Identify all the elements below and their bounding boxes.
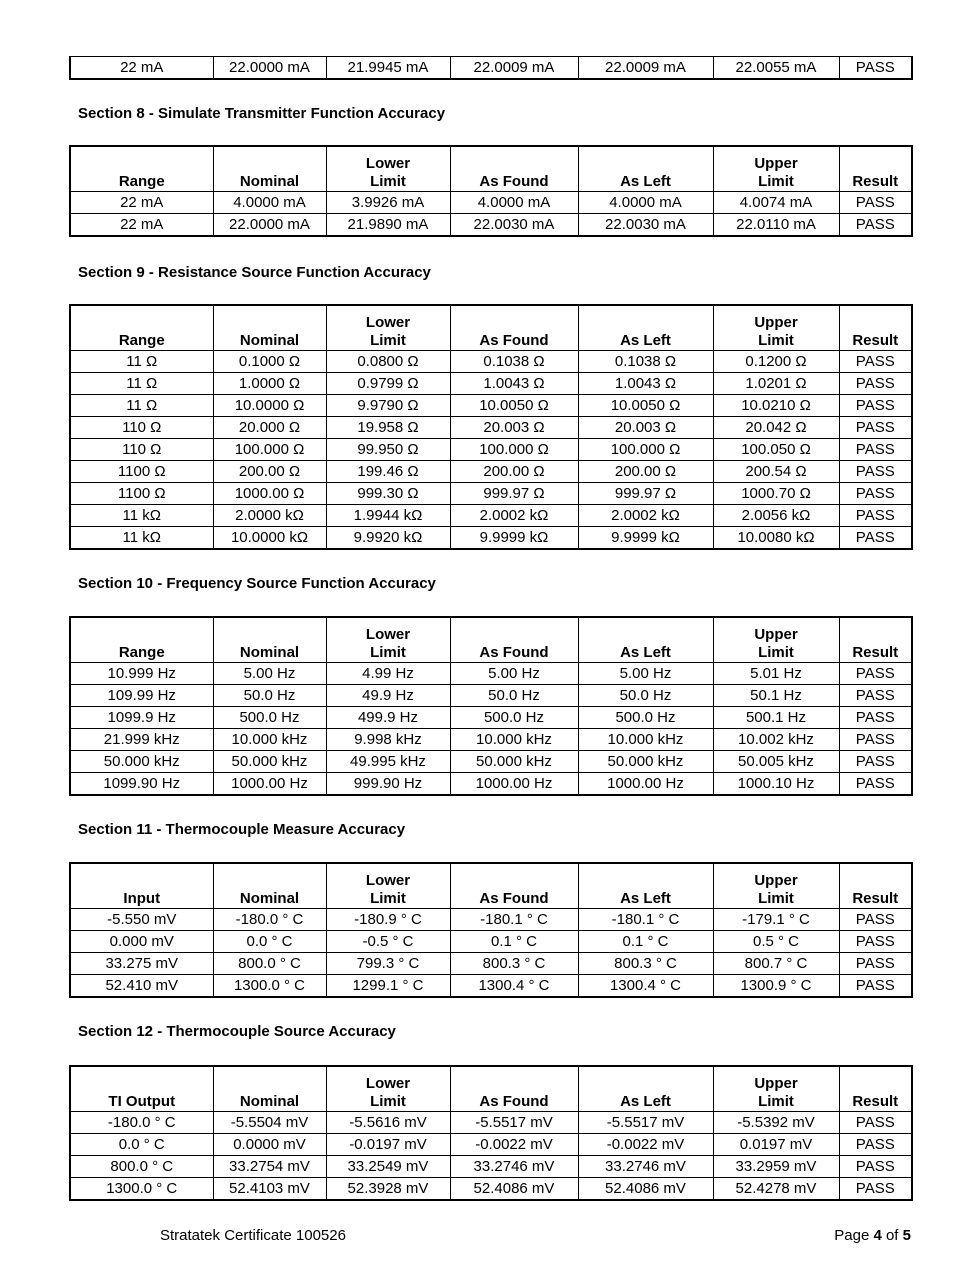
cell: 10.0000 kΩ <box>213 527 326 550</box>
cell: 33.2746 mV <box>450 1156 578 1178</box>
column-header: Lower Limit <box>326 863 450 909</box>
cell: PASS <box>839 483 912 505</box>
table-row <box>70 931 912 953</box>
column-header: Result <box>839 146 912 192</box>
cell: PASS <box>839 1156 912 1178</box>
table-row <box>70 685 912 707</box>
cell: 11 kΩ <box>70 505 213 527</box>
cell: 52.4086 mV <box>578 1178 713 1201</box>
cell: 0.1038 Ω <box>578 351 713 373</box>
cell: -180.0 ° C <box>213 909 326 931</box>
cell: 5.01 Hz <box>713 663 839 685</box>
column-header: As Left <box>578 617 713 663</box>
cell: 10.000 kHz <box>213 729 326 751</box>
cell: 1300.4 ° C <box>450 975 578 998</box>
calibration-table <box>69 862 913 998</box>
cell: 1.0000 Ω <box>213 373 326 395</box>
cell: 20.000 Ω <box>213 417 326 439</box>
page-current: 4 <box>873 1227 882 1244</box>
cell: PASS <box>839 395 912 417</box>
cell: 50.0 Hz <box>213 685 326 707</box>
cell: 0.1 ° C <box>578 931 713 953</box>
table-row <box>70 773 912 796</box>
cell: 1.0201 Ω <box>713 373 839 395</box>
cell: 52.3928 mV <box>326 1178 450 1201</box>
cell: 100.000 Ω <box>578 439 713 461</box>
cell: 50.1 Hz <box>713 685 839 707</box>
table-row <box>70 707 912 729</box>
cell: 4.0074 mA <box>713 192 839 214</box>
cell: 1300.0 ° C <box>213 975 326 998</box>
cell: 110 Ω <box>70 417 213 439</box>
cell: 50.000 kHz <box>70 751 213 773</box>
cell: 1000.70 Ω <box>713 483 839 505</box>
cell: PASS <box>839 373 912 395</box>
cell: PASS <box>839 953 912 975</box>
cell: 50.0 Hz <box>578 685 713 707</box>
cell: 800.7 ° C <box>713 953 839 975</box>
cell: 1.0043 Ω <box>578 373 713 395</box>
cell: -0.0197 mV <box>326 1134 450 1156</box>
cell: 10.0080 kΩ <box>713 527 839 550</box>
section-title: Section 11 - Thermocouple Measure Accuracy <box>78 821 406 838</box>
cell: 11 Ω <box>70 395 213 417</box>
cell: 109.99 Hz <box>70 685 213 707</box>
cell: 1.0043 Ω <box>450 373 578 395</box>
table-row <box>70 1178 912 1201</box>
cell: 22.0030 mA <box>578 214 713 237</box>
cell: 33.2754 mV <box>213 1156 326 1178</box>
cell: 22.0000 mA <box>213 214 326 237</box>
cell: 0.0 ° C <box>213 931 326 953</box>
column-header: As Found <box>450 146 578 192</box>
cell: PASS <box>839 1112 912 1134</box>
cell: -5.5392 mV <box>713 1112 839 1134</box>
cell: -5.5517 mV <box>450 1112 578 1134</box>
column-header: Upper Limit <box>713 1066 839 1112</box>
column-header: As Found <box>450 305 578 351</box>
cell: 5.00 Hz <box>578 663 713 685</box>
cell: 1000.00 Hz <box>213 773 326 796</box>
cell: 10.000 kHz <box>450 729 578 751</box>
calibration-table <box>69 616 913 796</box>
cell: 33.2959 mV <box>713 1156 839 1178</box>
cell: 200.54 Ω <box>713 461 839 483</box>
column-header: Range <box>70 617 213 663</box>
column-header: Result <box>839 617 912 663</box>
cell: 100.000 Ω <box>450 439 578 461</box>
cell: 110 Ω <box>70 439 213 461</box>
cell: -180.0 ° C <box>70 1112 213 1134</box>
cell: -0.5 ° C <box>326 931 450 953</box>
cell: PASS <box>839 351 912 373</box>
cell: 9.9790 Ω <box>326 395 450 417</box>
cell: 22.0030 mA <box>450 214 578 237</box>
cell: 100.000 Ω <box>213 439 326 461</box>
column-header: As Found <box>450 617 578 663</box>
cell: 1.9944 kΩ <box>326 505 450 527</box>
page-prefix: Page <box>834 1227 874 1244</box>
column-header: Nominal <box>213 1066 326 1112</box>
cell: 0.1200 Ω <box>713 351 839 373</box>
certificate-number: Stratatek Certificate 100526 <box>160 1227 346 1244</box>
cell: 33.275 mV <box>70 953 213 975</box>
column-header: As Found <box>450 863 578 909</box>
cell: 199.46 Ω <box>326 461 450 483</box>
cell: 52.410 mV <box>70 975 213 998</box>
table-row <box>70 192 912 214</box>
cell: 20.003 Ω <box>578 417 713 439</box>
cell: 22 mA <box>70 192 213 214</box>
cell: -179.1 ° C <box>713 909 839 931</box>
cell: 33.2746 mV <box>578 1156 713 1178</box>
table-row <box>70 57 912 80</box>
section-title: Section 9 - Resistance Source Function Accuracy <box>78 264 431 281</box>
section-title: Section 8 - Simulate Transmitter Function Accuracy <box>78 105 446 122</box>
page-of: of <box>881 1227 903 1244</box>
cell: 50.000 kHz <box>213 751 326 773</box>
cell: 33.2549 mV <box>326 1156 450 1178</box>
cell: PASS <box>839 975 912 998</box>
table-row <box>70 461 912 483</box>
table-row <box>70 953 912 975</box>
header-row <box>70 1066 912 1112</box>
cell: 499.9 Hz <box>326 707 450 729</box>
continuation-table <box>69 56 913 80</box>
cell: 799.3 ° C <box>326 953 450 975</box>
column-header: Upper Limit <box>713 863 839 909</box>
cell: -5.550 mV <box>70 909 213 931</box>
column-header: Nominal <box>213 863 326 909</box>
cell: 2.0056 kΩ <box>713 505 839 527</box>
table-row <box>70 975 912 998</box>
cell: 1100 Ω <box>70 483 213 505</box>
column-header: Lower Limit <box>326 1066 450 1112</box>
column-header: Range <box>70 146 213 192</box>
cell: 200.00 Ω <box>213 461 326 483</box>
cell: PASS <box>839 57 912 80</box>
cell: 500.0 Hz <box>213 707 326 729</box>
cell: 0.0197 mV <box>713 1134 839 1156</box>
cell: 11 Ω <box>70 373 213 395</box>
table-row <box>70 395 912 417</box>
cell: 21.9890 mA <box>326 214 450 237</box>
cell: 800.0 ° C <box>70 1156 213 1178</box>
header-row <box>70 863 912 909</box>
cell: 200.00 Ω <box>450 461 578 483</box>
cell: 49.9 Hz <box>326 685 450 707</box>
cell: PASS <box>839 214 912 237</box>
cell: 10.0050 Ω <box>578 395 713 417</box>
column-header: Upper Limit <box>713 305 839 351</box>
header-row <box>70 146 912 192</box>
cell: 1300.4 ° C <box>578 975 713 998</box>
cell: 22 mA <box>70 214 213 237</box>
cell: 21.999 kHz <box>70 729 213 751</box>
cell: -180.9 ° C <box>326 909 450 931</box>
cell: 0.9799 Ω <box>326 373 450 395</box>
cell: PASS <box>839 192 912 214</box>
cell: 11 kΩ <box>70 527 213 550</box>
cell: 11 Ω <box>70 351 213 373</box>
cell: 50.000 kHz <box>450 751 578 773</box>
cell: 1099.9 Hz <box>70 707 213 729</box>
cell: 99.950 Ω <box>326 439 450 461</box>
column-header: As Left <box>578 863 713 909</box>
cell: -5.5517 mV <box>578 1112 713 1134</box>
cell: 52.4103 mV <box>213 1178 326 1201</box>
cell: 1299.1 ° C <box>326 975 450 998</box>
table-row <box>70 439 912 461</box>
cell: 200.00 Ω <box>578 461 713 483</box>
cell: 9.9999 kΩ <box>450 527 578 550</box>
cell: PASS <box>839 439 912 461</box>
cell: 10.0000 Ω <box>213 395 326 417</box>
cell: 52.4086 mV <box>450 1178 578 1201</box>
calibration-table <box>69 304 913 550</box>
cell: 4.0000 mA <box>213 192 326 214</box>
table-row <box>70 505 912 527</box>
table-row <box>70 909 912 931</box>
cell: 1000.00 Ω <box>213 483 326 505</box>
page-total: 5 <box>902 1227 911 1244</box>
cell: 999.90 Hz <box>326 773 450 796</box>
column-header: Lower Limit <box>326 617 450 663</box>
column-header: TI Output <box>70 1066 213 1112</box>
table-row <box>70 527 912 550</box>
cell: 800.3 ° C <box>450 953 578 975</box>
cell: 4.99 Hz <box>326 663 450 685</box>
table-row <box>70 1156 912 1178</box>
cell: 500.0 Hz <box>450 707 578 729</box>
cell: 0.000 mV <box>70 931 213 953</box>
cell: 3.9926 mA <box>326 192 450 214</box>
cell: PASS <box>839 527 912 550</box>
cell: PASS <box>839 461 912 483</box>
cell: 500.1 Hz <box>713 707 839 729</box>
cell: 0.5 ° C <box>713 931 839 953</box>
cell: 21.9945 mA <box>326 57 450 80</box>
cell: PASS <box>839 417 912 439</box>
cell: 800.3 ° C <box>578 953 713 975</box>
cell: 1000.10 Hz <box>713 773 839 796</box>
cell: 4.0000 mA <box>450 192 578 214</box>
column-header: Input <box>70 863 213 909</box>
cell: 0.1 ° C <box>450 931 578 953</box>
cell: 0.0 ° C <box>70 1134 213 1156</box>
cell: 9.998 kHz <box>326 729 450 751</box>
cell: 999.97 Ω <box>450 483 578 505</box>
cell: 800.0 ° C <box>213 953 326 975</box>
section-title: Section 12 - Thermocouple Source Accuracy <box>78 1023 396 1040</box>
cell: -0.0022 mV <box>450 1134 578 1156</box>
cell: 5.00 Hz <box>213 663 326 685</box>
table-row <box>70 214 912 237</box>
cell: -5.5616 mV <box>326 1112 450 1134</box>
table-row <box>70 751 912 773</box>
cell: 1300.9 ° C <box>713 975 839 998</box>
section-title: Section 10 - Frequency Source Function Accuracy <box>78 575 436 592</box>
column-header: Nominal <box>213 146 326 192</box>
cell: 22.0110 mA <box>713 214 839 237</box>
column-header: As Left <box>578 305 713 351</box>
cell: 50.0 Hz <box>450 685 578 707</box>
cell: 2.0002 kΩ <box>450 505 578 527</box>
cell: PASS <box>839 663 912 685</box>
cell: 22.0000 mA <box>213 57 326 80</box>
cell: PASS <box>839 685 912 707</box>
cell: PASS <box>839 931 912 953</box>
cell: 10.999 Hz <box>70 663 213 685</box>
cell: PASS <box>839 751 912 773</box>
column-header: Result <box>839 305 912 351</box>
table-row <box>70 729 912 751</box>
cell: 1099.90 Hz <box>70 773 213 796</box>
column-header: As Found <box>450 1066 578 1112</box>
table-row <box>70 483 912 505</box>
cell: 4.0000 mA <box>578 192 713 214</box>
page-number <box>834 1227 911 1244</box>
cell: 10.0050 Ω <box>450 395 578 417</box>
cell: 5.00 Hz <box>450 663 578 685</box>
cell: -5.5504 mV <box>213 1112 326 1134</box>
column-header: As Left <box>578 146 713 192</box>
cell: 19.958 Ω <box>326 417 450 439</box>
cell: 0.1000 Ω <box>213 351 326 373</box>
cell: PASS <box>839 729 912 751</box>
column-header: Upper Limit <box>713 617 839 663</box>
cell: 22.0009 mA <box>450 57 578 80</box>
table-row <box>70 417 912 439</box>
cell: 1000.00 Hz <box>450 773 578 796</box>
cell: PASS <box>839 1134 912 1156</box>
cell: 20.003 Ω <box>450 417 578 439</box>
cell: PASS <box>839 505 912 527</box>
cell: 49.995 kHz <box>326 751 450 773</box>
column-header: Lower Limit <box>326 146 450 192</box>
cell: 999.30 Ω <box>326 483 450 505</box>
cell: 1300.0 ° C <box>70 1178 213 1201</box>
cell: 10.002 kHz <box>713 729 839 751</box>
table-row <box>70 1134 912 1156</box>
cell: 10.000 kHz <box>578 729 713 751</box>
header-row <box>70 305 912 351</box>
column-header: Nominal <box>213 305 326 351</box>
cell: 22.0055 mA <box>713 57 839 80</box>
cell: PASS <box>839 1178 912 1201</box>
header-row <box>70 617 912 663</box>
cell: PASS <box>839 773 912 796</box>
cell: 20.042 Ω <box>713 417 839 439</box>
cell: 2.0000 kΩ <box>213 505 326 527</box>
cell: 100.050 Ω <box>713 439 839 461</box>
cell: 9.9999 kΩ <box>578 527 713 550</box>
column-header: Range <box>70 305 213 351</box>
cell: 2.0002 kΩ <box>578 505 713 527</box>
cell: PASS <box>839 909 912 931</box>
cell: 52.4278 mV <box>713 1178 839 1201</box>
table-row <box>70 1112 912 1134</box>
cell: -180.1 ° C <box>578 909 713 931</box>
column-header: Result <box>839 1066 912 1112</box>
cell: 9.9920 kΩ <box>326 527 450 550</box>
column-header: As Left <box>578 1066 713 1112</box>
calibration-table <box>69 145 913 237</box>
cell: PASS <box>839 707 912 729</box>
cell: 1000.00 Hz <box>578 773 713 796</box>
cell: 22.0009 mA <box>578 57 713 80</box>
column-header: Lower Limit <box>326 305 450 351</box>
table-row <box>70 351 912 373</box>
column-header: Upper Limit <box>713 146 839 192</box>
cell: 0.0000 mV <box>213 1134 326 1156</box>
cell: 0.1038 Ω <box>450 351 578 373</box>
table-row <box>70 373 912 395</box>
calibration-table <box>69 1065 913 1201</box>
cell: -0.0022 mV <box>578 1134 713 1156</box>
cell: 1100 Ω <box>70 461 213 483</box>
column-header: Nominal <box>213 617 326 663</box>
cell: 0.0800 Ω <box>326 351 450 373</box>
cell: 999.97 Ω <box>578 483 713 505</box>
cell: 10.0210 Ω <box>713 395 839 417</box>
cell: 500.0 Hz <box>578 707 713 729</box>
cell: 22 mA <box>70 57 213 80</box>
column-header: Result <box>839 863 912 909</box>
cell: 50.000 kHz <box>578 751 713 773</box>
cell: 50.005 kHz <box>713 751 839 773</box>
table-row <box>70 663 912 685</box>
cell: -180.1 ° C <box>450 909 578 931</box>
